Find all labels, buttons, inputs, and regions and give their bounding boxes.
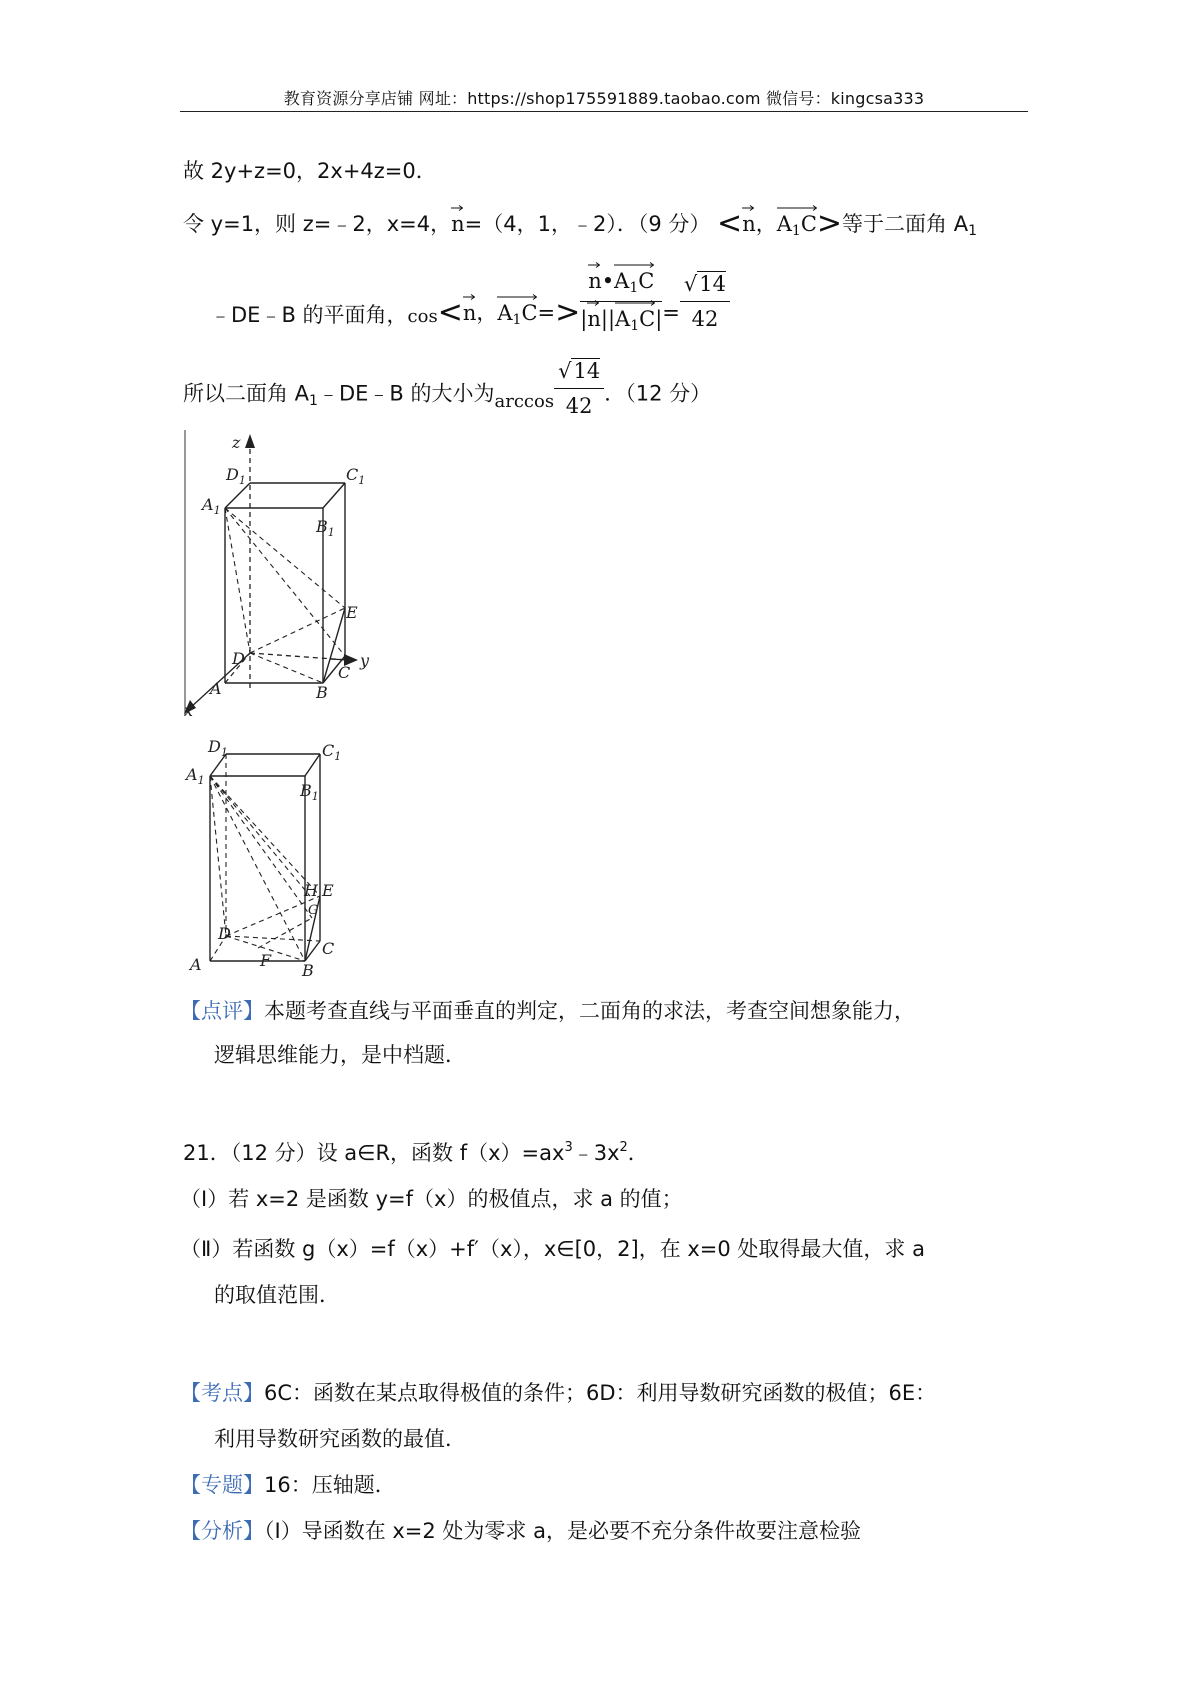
solution-line-3: ﹣DE﹣B 的平面角，cos< n， A1C=> n• A1C | n|| A1C| = $\frac{√14}{42}$ xyxy=(210,278,730,338)
vector-arrow-icon xyxy=(587,300,599,306)
solution-line-4-c: ．（12 分） xyxy=(604,381,712,406)
angle-bracket-left: < xyxy=(717,206,743,241)
fig1-label-E: E xyxy=(346,603,358,622)
solution-line-1: 故 2y+z=0，2x+4z=0． xyxy=(183,159,437,183)
fig1-label-D1: $D_1$ xyxy=(226,465,246,487)
solution-line-4: 所以二面角 A1﹣DE﹣B 的大小为arccos $\frac{√14}{42}$ ．（12 分） xyxy=(183,362,711,412)
vector-arrow-icon xyxy=(497,294,537,300)
vector-arrow-icon xyxy=(451,205,463,211)
page-header: 教育资源分享店铺 网址：https://shop175591889.taobao.com 微信号：kingcsa333 xyxy=(283,89,925,108)
figure-1-prism-coordinates xyxy=(180,428,400,718)
fig2-label-C: C xyxy=(322,939,335,958)
fig1-label-B1: $B_1$ xyxy=(316,517,335,539)
arccos-label: arccos xyxy=(494,390,555,412)
solution-line-4-a: 所以二面角 A xyxy=(183,381,310,406)
fig1-label-B: B xyxy=(316,683,328,702)
review-text-1: 本题考查直线与平面垂直的判定，二面角的求法，考查空间想象能力， xyxy=(264,999,915,1023)
vector-n: n xyxy=(742,209,756,239)
fig2-label-B: B xyxy=(302,961,314,976)
result-fraction: $\frac{√14}{42}$ xyxy=(680,269,730,334)
vector-n: n xyxy=(451,209,465,239)
kaodian-line-1: 【考点】6C：函数在某点取得极值的条件；6D：利用导数研究函数的极值；6E： xyxy=(180,1381,937,1405)
vector-arrow-icon xyxy=(742,205,754,211)
fig2-label-G: G xyxy=(308,903,319,918)
kaodian-tag: 【考点】 xyxy=(180,1381,264,1405)
solution-line-2-c: 等于二面角 A xyxy=(842,212,969,236)
fig1-label-A1: $A_1$ xyxy=(202,495,221,517)
vector-arrow-icon xyxy=(615,300,655,306)
cos-label: cos xyxy=(407,305,438,327)
fig2-label-A1: $A_1$ xyxy=(186,765,205,787)
fenxi-tag: 【分析】 xyxy=(180,1519,264,1543)
vector-arrow-icon xyxy=(588,262,600,268)
fig1-label-C1: $C_1$ xyxy=(346,465,366,487)
angle-bracket-right: > xyxy=(555,294,581,330)
solution-line-2: 令 y=1，则 z=﹣2，x=4， n=（4，1，﹣2）．（9 分） < n， A1C>等于二面角 A1 xyxy=(183,206,977,241)
fig1-label-D: D xyxy=(232,649,245,668)
problem-21-part-1: （Ⅰ）若 x=2 是函数 y=f（x）的极值点，求 a 的值； xyxy=(180,1187,683,1211)
review-tag: 【点评】 xyxy=(180,999,264,1023)
arccos-fraction: $\frac{√14}{42}$ xyxy=(554,356,604,421)
solution-line-2-b: =（4，1，﹣2）．（9 分） xyxy=(464,212,711,236)
header-divider xyxy=(180,111,1028,112)
cosine-fraction: n• A1C | n|| A1C| xyxy=(580,266,662,337)
fig2-label-E: E xyxy=(322,881,334,900)
vector-n: n xyxy=(587,304,601,334)
fig1-label-C: C xyxy=(338,663,351,682)
fig2-label-F: F xyxy=(260,951,272,970)
vector-n: n xyxy=(588,266,602,296)
zhuanti-tag: 【专题】 xyxy=(180,1473,264,1497)
solution-line-3-a: ﹣DE﹣B 的平面角， xyxy=(210,302,408,327)
solution-line-2-a: 令 y=1，则 z=﹣2，x=4， xyxy=(183,212,452,236)
fig1-label-z: z xyxy=(232,433,241,452)
kaodian-line-2: 利用导数研究函数的最值． xyxy=(214,1427,466,1451)
vector-arrow-icon xyxy=(777,205,817,211)
fig2-label-A: A xyxy=(190,955,202,974)
fig2-label-D1: $D_1$ xyxy=(208,737,228,759)
fig1-label-A: A xyxy=(210,679,222,698)
review-line-2: 逻辑思维能力，是中档题． xyxy=(214,1043,466,1067)
vector-n: n xyxy=(463,298,477,328)
angle-bracket-right: > xyxy=(816,206,843,241)
fenxi-line: 【分析】（Ⅰ）导函数在 x=2 处为零求 a，是必要不充分条件故要注意检验 xyxy=(180,1519,861,1543)
vector-A1C: A1C xyxy=(497,298,537,331)
fig1-label-x: x xyxy=(184,701,194,718)
vector-A1C: A1C xyxy=(614,266,654,299)
fig2-label-D: D xyxy=(218,924,231,943)
vector-A1C: A1C xyxy=(615,304,655,337)
fig1-label-y: y xyxy=(360,651,370,670)
vector-arrow-icon xyxy=(463,294,475,300)
fig2-label-C1: $C_1$ xyxy=(322,741,342,763)
fig2-label-H: H xyxy=(304,881,318,900)
review-line-1 xyxy=(180,996,915,1026)
fig2-label-B1: $B_1$ xyxy=(300,781,319,803)
problem-21-part-2-line-1: （Ⅱ）若函数 g（x）=f（x）+f′（x），x∈[0，2]，在 x=0 处取得最大值，求 a xyxy=(180,1237,925,1261)
vector-arrow-icon xyxy=(614,262,654,268)
angle-bracket-left: < xyxy=(437,294,463,330)
figure-2-prism-auxiliary xyxy=(180,736,380,976)
problem-21-part-2-line-2: 的取值范围． xyxy=(214,1283,340,1307)
vector-A1C: A1C xyxy=(777,209,817,242)
solution-line-4-b: ﹣DE﹣B 的大小为 xyxy=(317,381,495,406)
problem-21-stem: 21．（12 分）设 a∈R，函数 $f(x)=ax^3﹣3x^2$． xyxy=(183,1140,649,1165)
zhuanti-line: 【专题】16：压轴题． xyxy=(180,1473,396,1497)
